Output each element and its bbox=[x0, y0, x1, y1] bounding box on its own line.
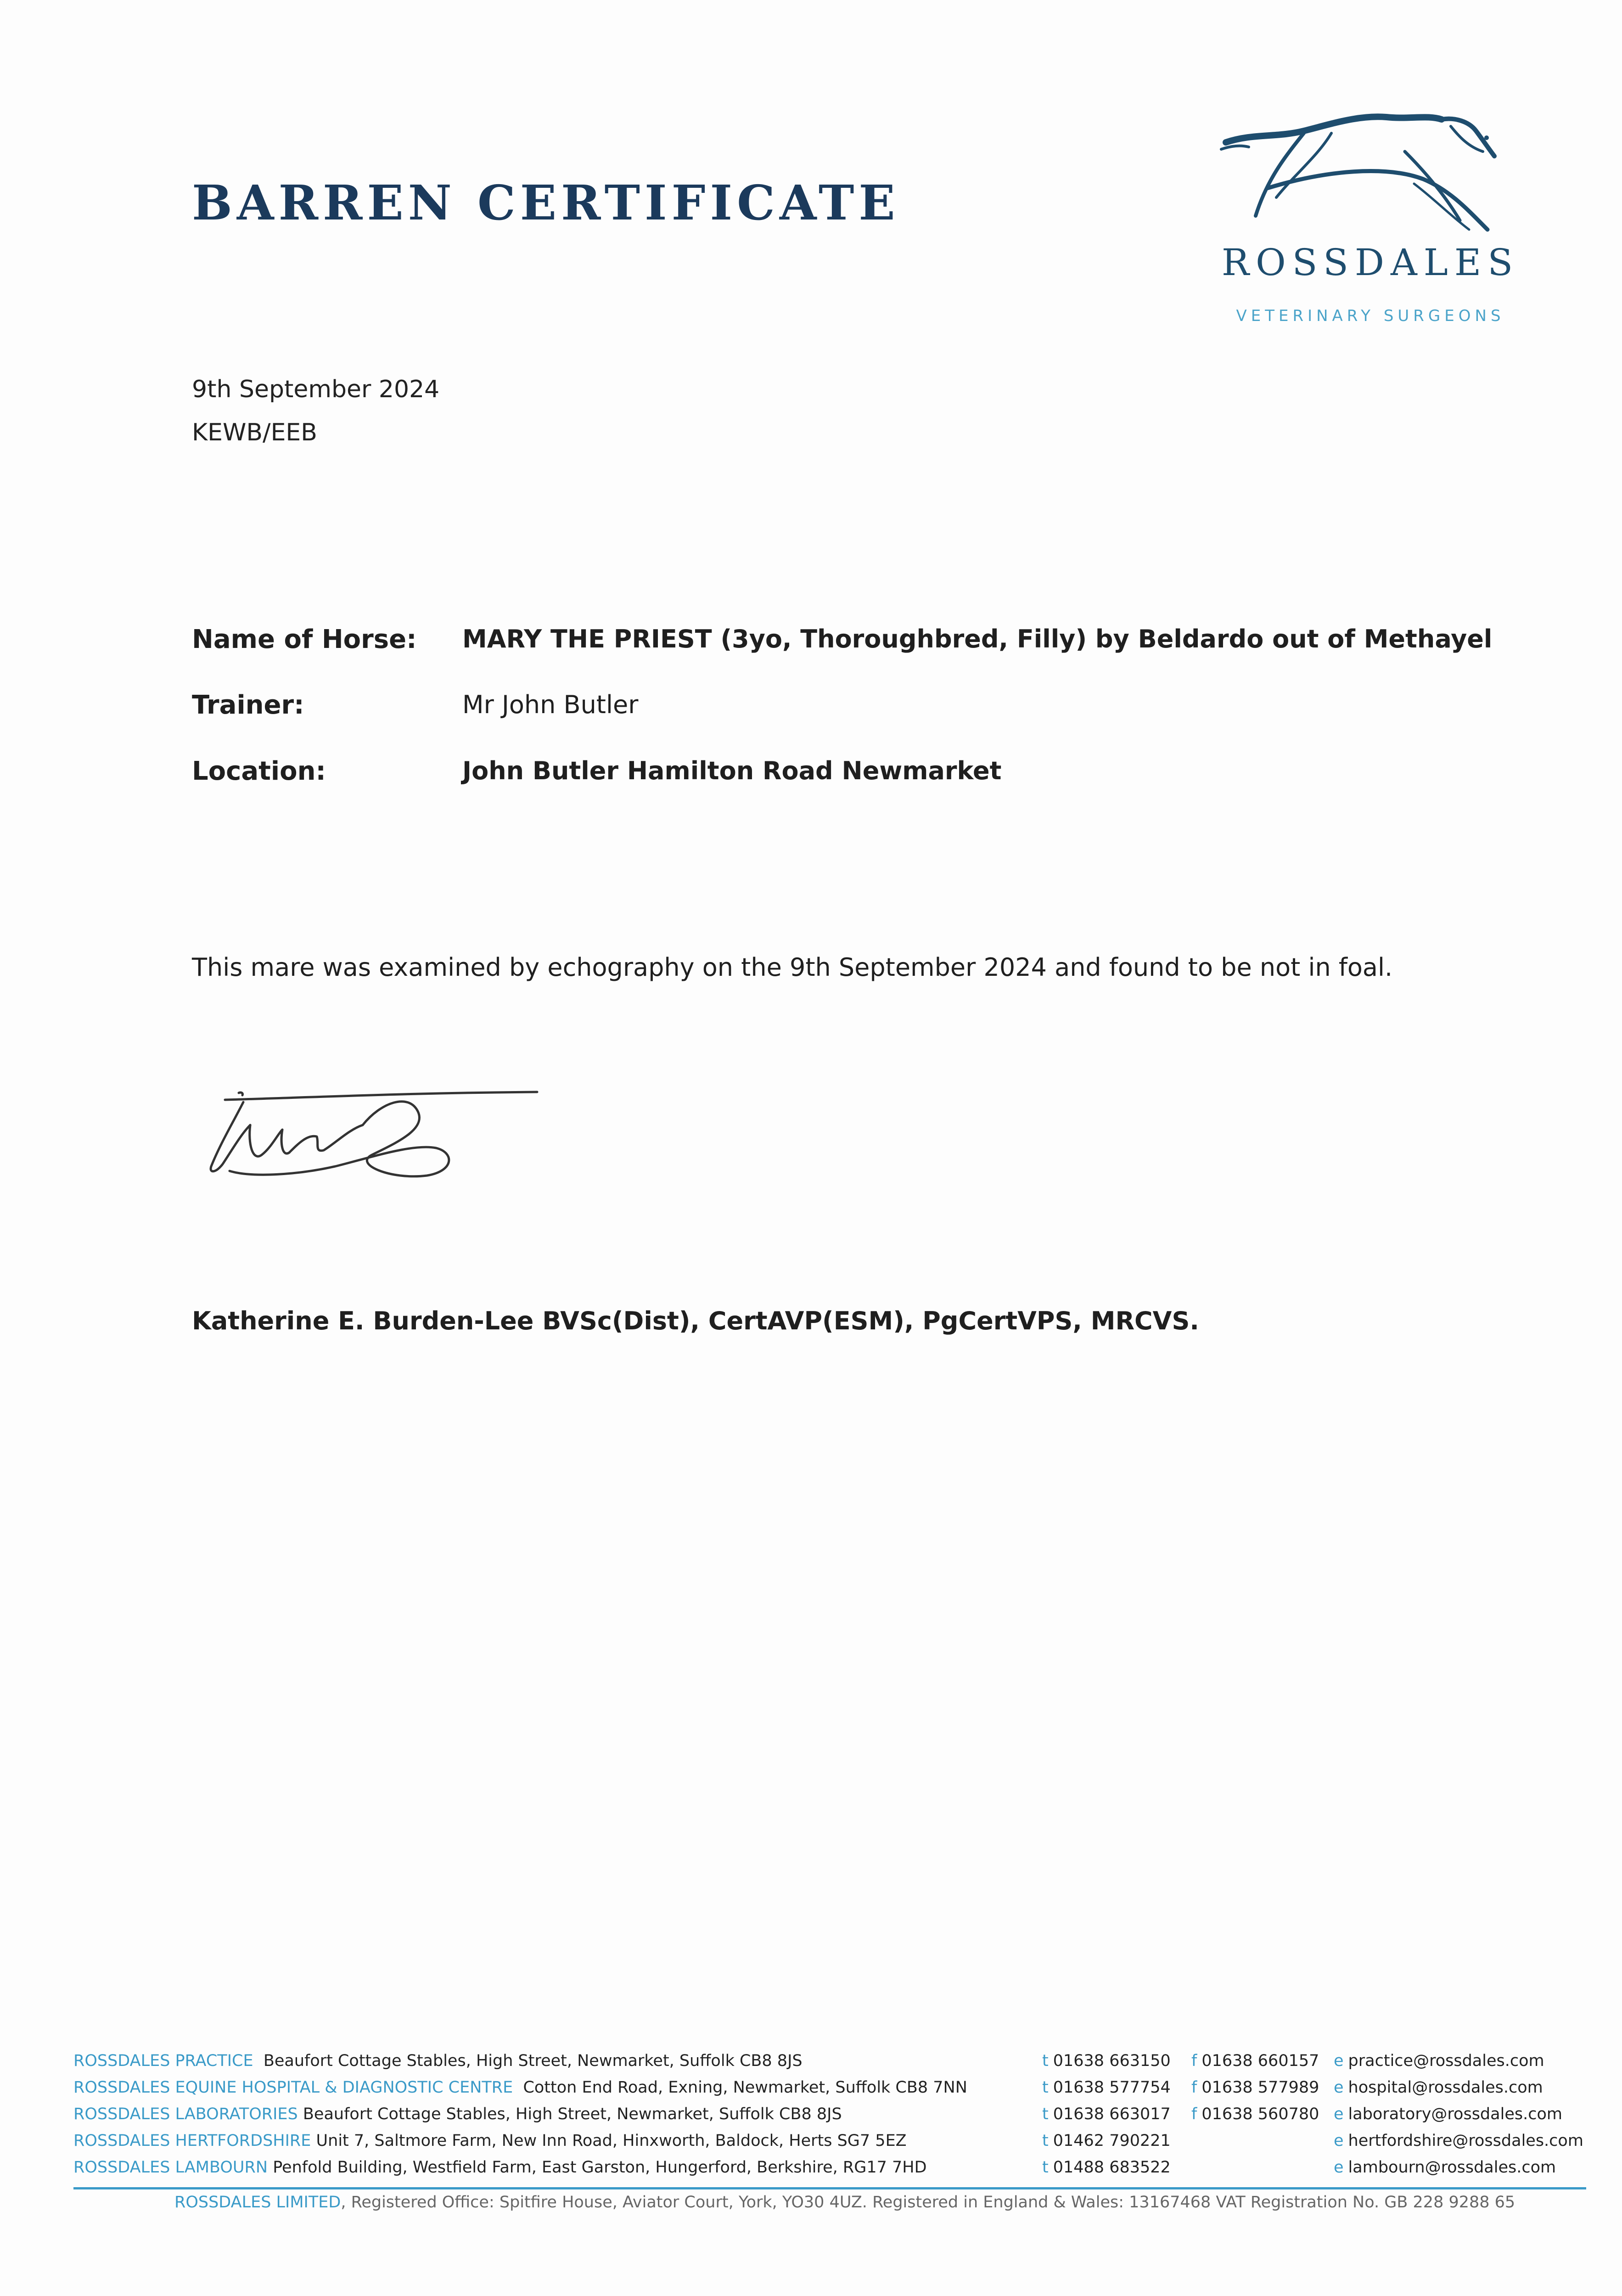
footer-office-email[interactable]: hospital@rossdales.com bbox=[1348, 2078, 1543, 2097]
footer-office-name: ROSSDALES PRACTICE bbox=[73, 2052, 253, 2070]
email-label: e bbox=[1334, 2052, 1344, 2070]
footer-contacts bbox=[73, 2052, 1588, 2185]
trainer-label: Trainer: bbox=[192, 690, 304, 720]
footer-row bbox=[73, 2052, 1588, 2078]
horse-name-value: MARY THE PRIEST (3yo, Thoroughbred, Filly) by Beldardo out of Methayel bbox=[462, 625, 1493, 653]
trainer-value: Mr John Butler bbox=[462, 690, 639, 719]
footer-office-email[interactable]: hertfordshire@rossdales.com bbox=[1348, 2132, 1583, 2150]
footer-office-address: Penfold Building, Westfield Farm, East Garston, Hungerford, Berkshire, RG17 7HD bbox=[273, 2158, 927, 2177]
registered-office-text: , Registered Office: Spitfire House, Aviator Court, York, YO30 4UZ. Registered in England & Wales: 13167468 VAT Registration No. GB 228 9288 65 bbox=[341, 2193, 1515, 2212]
registered-office-line bbox=[174, 2193, 1515, 2212]
fax-label: f bbox=[1191, 2052, 1197, 2070]
email-label: e bbox=[1334, 2158, 1344, 2177]
location-label: Location: bbox=[192, 756, 326, 786]
examination-statement: This mare was examined by echography on the 9th September 2024 and found to be not in foal. bbox=[192, 953, 1393, 982]
footer-row bbox=[73, 2158, 1588, 2185]
footer-office-address: Beaufort Cottage Stables, High Street, Newmarket, Suffolk CB8 8JS bbox=[263, 2052, 803, 2070]
signatory-name: Katherine E. Burden-Lee BVSc(Dist), CertAVP(ESM), PgCertVPS, MRCVS. bbox=[192, 1306, 1199, 1335]
footer-office-tel: 01462 790221 bbox=[1053, 2132, 1171, 2150]
footer-office-name: ROSSDALES LAMBOURN bbox=[73, 2158, 268, 2177]
document-title: BARREN CERTIFICATE bbox=[192, 174, 900, 231]
email-label: e bbox=[1334, 2078, 1344, 2097]
footer-office-address: Beaufort Cottage Stables, High Street, Newmarket, Suffolk CB8 8JS bbox=[303, 2105, 842, 2123]
footer-office-name: ROSSDALES HERTFORDSHIRE bbox=[73, 2132, 311, 2150]
logo-subtitle: VETERINARY SURGEONS bbox=[1236, 307, 1505, 325]
footer-office-address: Cotton End Road, Exning, Newmarket, Suffolk CB8 7NN bbox=[523, 2078, 967, 2097]
location-value: John Butler Hamilton Road Newmarket bbox=[462, 756, 1002, 785]
footer-office-email[interactable]: practice@rossdales.com bbox=[1348, 2052, 1544, 2070]
footer-office-address: Unit 7, Saltmore Farm, New Inn Road, Hinxworth, Baldock, Herts SG7 5EZ bbox=[316, 2132, 907, 2150]
company-name: ROSSDALES LIMITED bbox=[174, 2193, 341, 2212]
footer-office-fax: 01638 577989 bbox=[1201, 2078, 1319, 2097]
document-reference: KEWB/EEB bbox=[192, 419, 317, 446]
footer-office-name: ROSSDALES LABORATORIES bbox=[73, 2105, 298, 2123]
tel-label: t bbox=[1042, 2078, 1049, 2097]
footer-office-email[interactable]: laboratory@rossdales.com bbox=[1348, 2105, 1562, 2123]
footer-divider bbox=[73, 2187, 1586, 2189]
footer-office-tel: 01638 663017 bbox=[1053, 2105, 1171, 2123]
tel-label: t bbox=[1042, 2052, 1049, 2070]
horse-name-label: Name of Horse: bbox=[192, 625, 417, 654]
footer-office-tel: 01488 683522 bbox=[1053, 2158, 1171, 2177]
footer-office-fax: 01638 660157 bbox=[1201, 2052, 1319, 2070]
signature-image bbox=[197, 1075, 546, 1194]
tel-label: t bbox=[1042, 2158, 1049, 2177]
logo-wordmark: ROSSDALES bbox=[1221, 241, 1520, 284]
footer-office-tel: 01638 663150 bbox=[1053, 2052, 1171, 2070]
tel-label: t bbox=[1042, 2105, 1049, 2123]
email-label: e bbox=[1334, 2105, 1344, 2123]
fax-label: f bbox=[1191, 2105, 1197, 2123]
footer-row bbox=[73, 2078, 1588, 2105]
footer-office-tel: 01638 577754 bbox=[1053, 2078, 1171, 2097]
fax-label: f bbox=[1191, 2078, 1197, 2097]
footer-row bbox=[73, 2105, 1588, 2132]
footer-office-fax: 01638 560780 bbox=[1201, 2105, 1319, 2123]
email-label: e bbox=[1334, 2132, 1344, 2150]
footer-row bbox=[73, 2132, 1588, 2158]
footer-office-email[interactable]: lambourn@rossdales.com bbox=[1348, 2158, 1556, 2177]
footer-office-name: ROSSDALES EQUINE HOSPITAL & DIAGNOSTIC CENTRE bbox=[73, 2078, 513, 2097]
tel-label: t bbox=[1042, 2132, 1049, 2150]
document-date: 9th September 2024 bbox=[192, 376, 440, 403]
